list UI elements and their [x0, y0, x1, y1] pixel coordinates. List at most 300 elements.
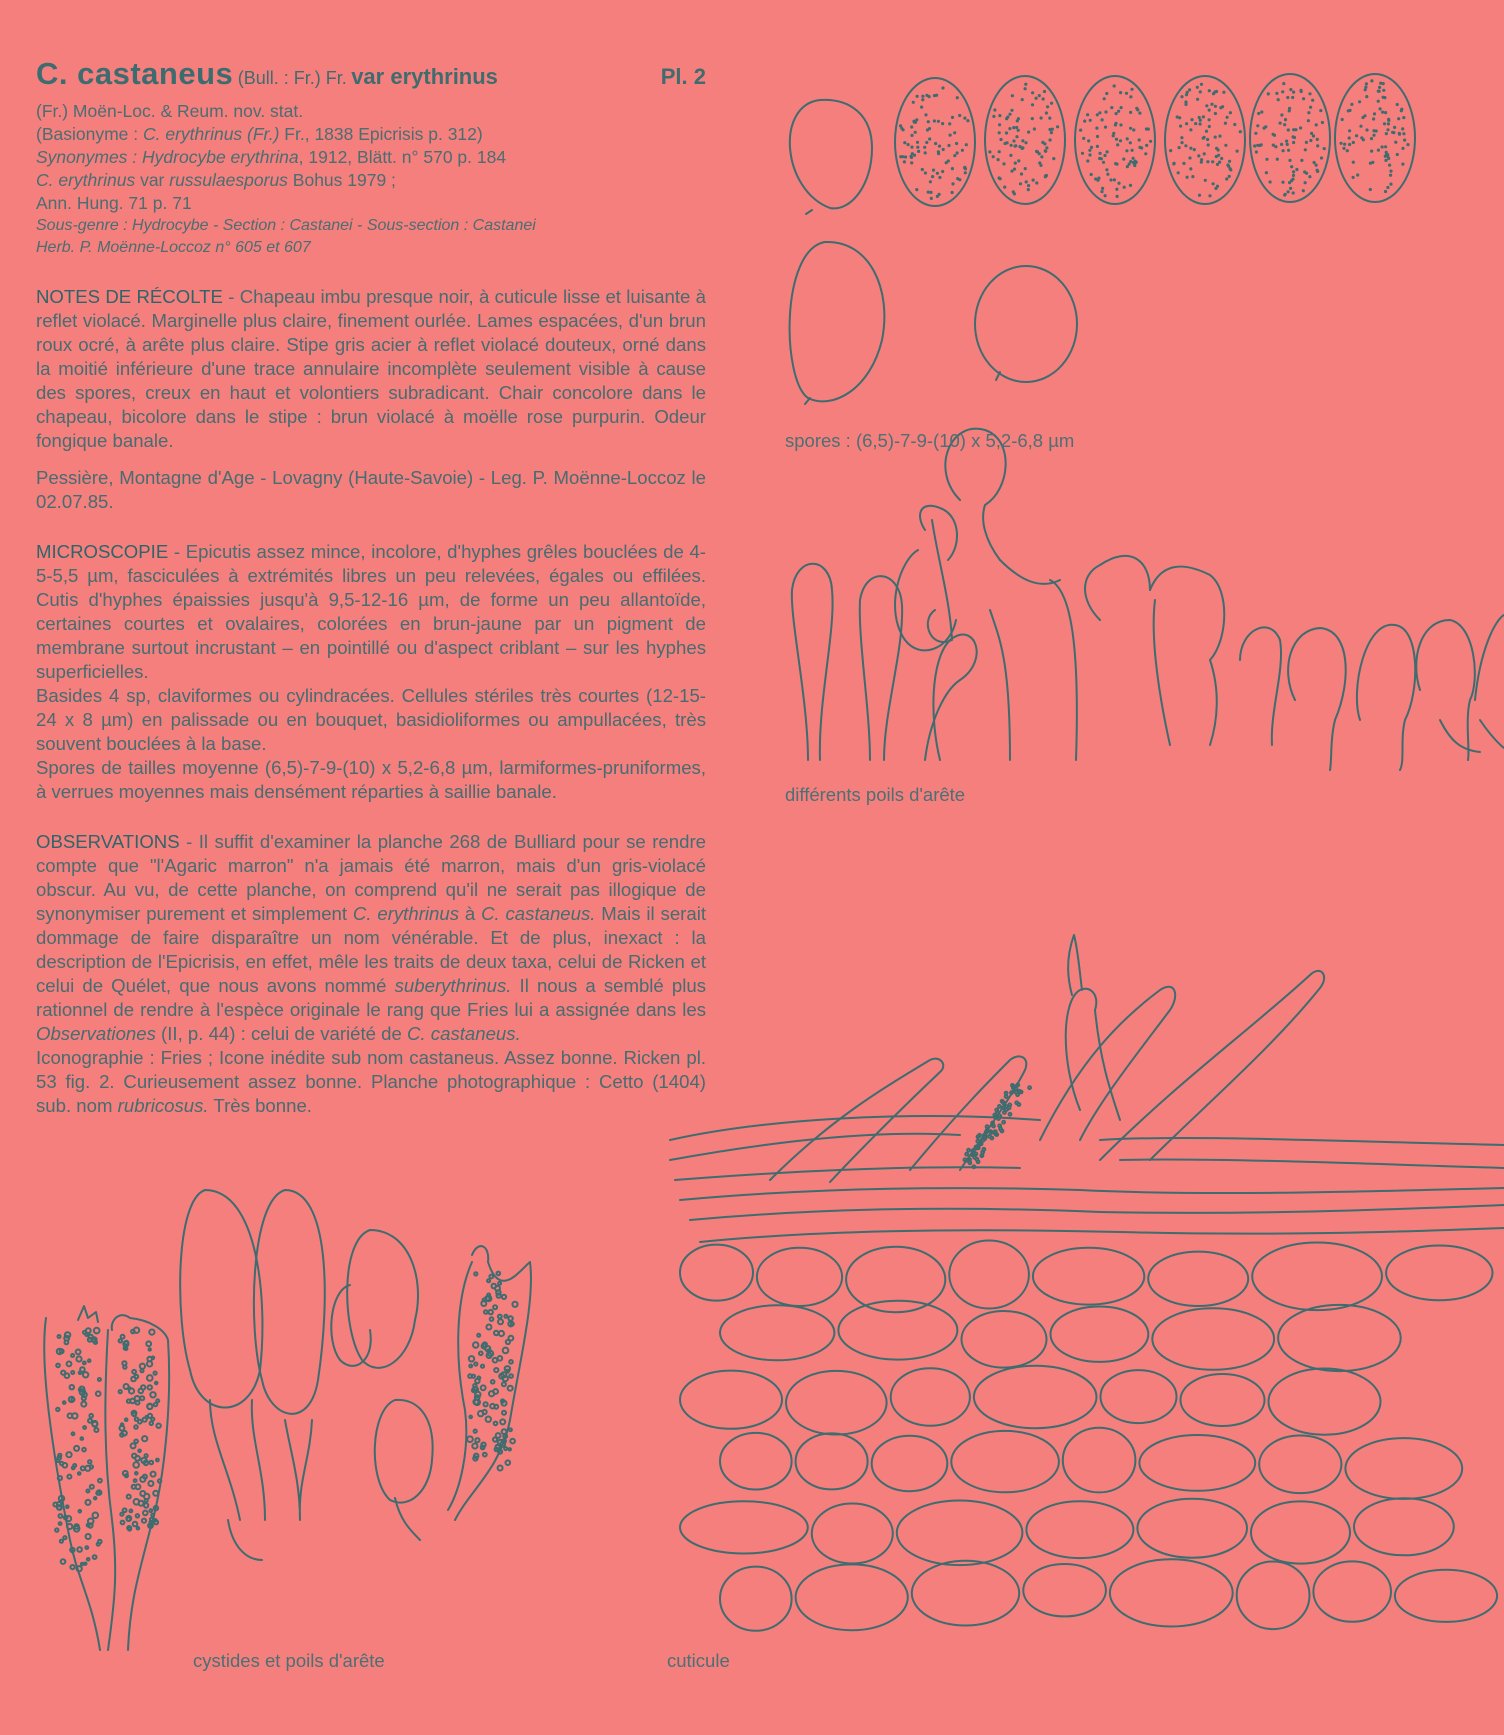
spore-wart — [915, 188, 918, 191]
spore-wart — [1199, 122, 1202, 125]
spore-wart — [1014, 162, 1017, 165]
spore-apiculus — [805, 398, 810, 404]
incrustation-dot — [85, 1546, 88, 1549]
cuticle-cell — [1259, 1436, 1341, 1494]
incrustation-dot — [496, 1290, 501, 1295]
spore-wart — [1145, 144, 1148, 147]
spore-wart — [1343, 143, 1346, 146]
spore-wart — [1114, 122, 1117, 125]
spore-wart — [1198, 194, 1201, 197]
spore-wart — [998, 114, 1001, 117]
spore-wart — [992, 115, 995, 118]
incrustation-dot — [83, 1362, 86, 1365]
cuticle-cell — [1181, 1374, 1265, 1426]
hypha-dot — [1028, 1086, 1031, 1089]
spore-wart — [928, 95, 931, 98]
spore-wart — [1260, 143, 1263, 146]
incrustation-dot — [494, 1368, 498, 1372]
spore-wart — [1225, 177, 1228, 180]
spore-wart — [1275, 92, 1278, 95]
incrustation-dot — [81, 1466, 85, 1470]
incrustation-dot — [498, 1319, 503, 1324]
incrustation-dot — [121, 1335, 125, 1339]
spore-wart — [1377, 90, 1380, 93]
cuticle-cell — [786, 1371, 887, 1435]
spore-wart — [903, 160, 906, 163]
incrustation-dot — [489, 1391, 494, 1396]
spore-wart — [1180, 95, 1183, 98]
spore-wart — [1214, 136, 1217, 139]
spore-wart — [917, 150, 920, 153]
spore-wart — [1372, 117, 1375, 120]
cuticle-cell — [1033, 1248, 1144, 1305]
incrustation-dot — [489, 1310, 493, 1314]
cell — [1475, 615, 1504, 700]
cuticle-cell — [1051, 1307, 1149, 1362]
incrustation-dot — [133, 1462, 139, 1468]
spore-wart — [1286, 96, 1289, 99]
plate-number: Pl. 2 — [660, 64, 706, 89]
spore-wart — [1269, 180, 1272, 183]
spore-wart — [927, 120, 930, 123]
spore-wart — [1024, 87, 1027, 90]
spore-wart — [1292, 170, 1295, 173]
incrustation-dot — [143, 1418, 147, 1422]
incrustation-dot — [123, 1365, 126, 1368]
cystidium-tip — [78, 1306, 98, 1322]
spore-wart — [904, 155, 907, 158]
spore-wart — [923, 146, 926, 149]
spore-wart — [1172, 162, 1175, 165]
spore-wart — [910, 161, 913, 164]
spore-wart — [1100, 157, 1103, 160]
spore-wart — [1116, 143, 1119, 146]
incrustation-dot — [77, 1566, 82, 1571]
spore-wart — [1024, 167, 1027, 170]
hypha-dot — [999, 1128, 1002, 1131]
spore-wart — [1191, 175, 1194, 178]
spore-wart — [930, 197, 933, 200]
spore-wart — [1184, 100, 1187, 103]
incrustation-dot — [96, 1391, 101, 1396]
incrustation-dot — [508, 1386, 513, 1391]
spore-wart — [1017, 159, 1020, 162]
hypha-dot — [996, 1112, 999, 1115]
warty-spore — [1335, 74, 1415, 202]
spore-wart — [1282, 149, 1285, 152]
cuticle-cell — [757, 1248, 842, 1306]
hypha-dot — [965, 1153, 968, 1156]
spore-wart — [1218, 135, 1221, 138]
cuticule-drawing — [670, 935, 1504, 1631]
spore-wart — [1046, 105, 1049, 108]
incrustation-dot — [83, 1372, 88, 1377]
incrustation-dot — [500, 1419, 505, 1424]
spore-wart — [1284, 118, 1287, 121]
obs-text-a2: à — [459, 903, 482, 924]
spore-wart — [1402, 132, 1405, 135]
spore-wart — [1384, 190, 1387, 193]
spore-wart — [1321, 121, 1324, 124]
incrustation-dot — [467, 1436, 473, 1442]
spore-wart — [1400, 109, 1403, 112]
hypha-dot — [998, 1105, 1001, 1108]
spore-wart — [999, 177, 1002, 180]
incrustation-dot — [98, 1479, 102, 1483]
spore-wart — [1086, 113, 1089, 116]
spore-wart — [1253, 144, 1256, 147]
spore-wart — [938, 145, 941, 148]
hypha-dot — [1005, 1092, 1008, 1095]
spore-wart — [1115, 138, 1118, 141]
spore-wart — [1396, 153, 1399, 156]
hypha-dot — [981, 1154, 984, 1157]
incrustation-dot — [93, 1513, 99, 1519]
spore-wart — [958, 178, 961, 181]
cell — [1357, 625, 1415, 770]
spore-wart — [1347, 109, 1350, 112]
spore-wart — [1365, 128, 1368, 131]
incrustation-dot — [83, 1426, 86, 1429]
incrustation-dot — [67, 1524, 72, 1529]
spore-wart — [1277, 98, 1280, 101]
spore-wart — [1372, 129, 1375, 132]
spore-wart — [1224, 122, 1227, 125]
cell — [1154, 600, 1170, 745]
spore-wart — [1292, 191, 1295, 194]
microscopie-heading: MICROSCOPIE — [36, 541, 169, 562]
spore-wart — [1214, 112, 1217, 115]
incrustation-dot — [63, 1536, 66, 1539]
incrustation-dot — [130, 1510, 133, 1513]
spore-wart — [1208, 89, 1211, 92]
spore-wart — [1189, 147, 1192, 150]
incrustation-dot — [150, 1461, 154, 1465]
incrustation-dot — [151, 1472, 156, 1477]
hypha-dot — [986, 1125, 989, 1128]
spore-wart — [1144, 152, 1147, 155]
cuticle-cell — [1278, 1305, 1401, 1371]
incrustation-dot — [490, 1404, 495, 1409]
spore-wart — [1305, 141, 1308, 144]
incrustation-dot — [142, 1519, 146, 1523]
incrustation-dot — [132, 1454, 136, 1458]
incrustation-dot — [487, 1279, 490, 1282]
spore-wart — [1003, 186, 1006, 189]
spore-wart — [1280, 113, 1283, 116]
cell — [990, 610, 1010, 760]
incrustation-dot — [134, 1479, 137, 1482]
spore-wart — [1048, 117, 1051, 120]
spore-wart — [1292, 91, 1295, 94]
spore-wart — [1129, 95, 1132, 98]
cuticle-cell — [1137, 1499, 1247, 1558]
spore-wart — [926, 128, 929, 131]
cuticle-cell — [1386, 1246, 1492, 1301]
incrustation-dot — [473, 1342, 478, 1347]
spore-wart — [1125, 92, 1128, 95]
locality-paragraph: Pessière, Montagne d'Age - Lovagny (Haute-Savoie) - Leg. P. Moënne-Loccoz le 02.07.85. — [36, 467, 706, 512]
spore-wart — [988, 150, 991, 153]
stalk — [228, 1520, 262, 1560]
spore-wart — [1370, 79, 1373, 82]
basidiole — [180, 1190, 262, 1408]
spore-wart — [951, 182, 954, 185]
spore-wart — [1132, 128, 1135, 131]
spore-wart — [1017, 129, 1020, 132]
spore-wart — [913, 154, 916, 157]
spore-wart — [1021, 139, 1024, 142]
incrustation-dot — [494, 1331, 498, 1335]
cell — [925, 635, 977, 760]
spore-wart — [1386, 128, 1389, 131]
spore-wart — [951, 167, 954, 170]
incrustation-dot — [490, 1317, 494, 1321]
cell — [1150, 567, 1224, 660]
spore-wart — [1222, 91, 1225, 94]
spore-wart — [1265, 171, 1268, 174]
incrustation-dot — [81, 1402, 86, 1407]
spore-wart — [961, 149, 964, 152]
spore-wart — [1027, 188, 1030, 191]
incrustation-dot — [88, 1359, 91, 1362]
spore-wart — [1205, 104, 1208, 107]
spore-wart — [1381, 111, 1384, 114]
hypha-dot — [1008, 1104, 1011, 1107]
species-authority: (Bull. : Fr.) Fr. — [237, 68, 347, 88]
cell — [1440, 720, 1480, 752]
spore-wart — [1352, 161, 1355, 164]
incrustation-dot — [88, 1519, 94, 1525]
basides-paragraph: Basides 4 sp, claviformes ou cylindracées. Cellules stériles très courtes (12-15-24 x 8 µm) en palissade ou en bouquet, basidioliformes ou ampullacées, très souvent bouclées à la base. — [36, 685, 706, 754]
spore-wart — [1088, 149, 1091, 152]
incrustation-dot — [66, 1452, 71, 1457]
incrustation-dot — [510, 1439, 515, 1444]
incrustation-dot — [72, 1467, 75, 1470]
spore-wart — [1214, 105, 1217, 108]
spore-wart — [1289, 187, 1292, 190]
spore-wart — [1180, 141, 1183, 144]
spore-wart — [1377, 149, 1380, 152]
spore-wart — [1035, 97, 1038, 100]
spore-wart — [1302, 189, 1305, 192]
spore-wart — [1114, 162, 1117, 165]
spore-wart — [1379, 107, 1382, 110]
spore-wart — [1309, 139, 1312, 142]
cheilocystidia-drawings — [792, 429, 1504, 770]
spore-wart — [915, 118, 918, 121]
spore-wart — [1208, 125, 1211, 128]
hypha-dot — [967, 1149, 970, 1152]
spore-wart — [1208, 118, 1211, 121]
spore-wart — [910, 134, 913, 137]
incrustation-dot — [509, 1374, 513, 1378]
incrustation-dot — [135, 1418, 138, 1421]
spore-wart — [1236, 150, 1239, 153]
spore-wart — [1288, 181, 1291, 184]
spore-wart — [1292, 174, 1295, 177]
spore-wart — [1012, 139, 1015, 142]
incrustation-dot — [119, 1339, 122, 1342]
spore-wart — [1316, 144, 1319, 147]
incrustation-dot — [81, 1563, 84, 1566]
incrustation-dot — [479, 1352, 483, 1356]
basionym-ref: Fr., 1838 Epicrisis p. 312) — [279, 124, 483, 144]
spore-wart — [1316, 170, 1319, 173]
incrustation-dot — [469, 1356, 474, 1361]
incrustation-dot — [120, 1513, 123, 1516]
spore-wart — [1101, 187, 1104, 190]
spore-wart — [956, 151, 959, 154]
spore-wart — [1352, 141, 1355, 144]
incrustation-dot — [65, 1332, 70, 1337]
spore-wart — [1089, 119, 1092, 122]
spore-wart — [1389, 183, 1392, 186]
incrustation-dot — [502, 1429, 507, 1434]
spore-wart — [1207, 143, 1210, 146]
spore-wart — [1109, 178, 1112, 181]
hypha-dot — [977, 1160, 980, 1163]
spore-wart — [1038, 94, 1041, 97]
spore-drawings-row1 — [790, 74, 1415, 214]
spore-wart — [1006, 116, 1009, 119]
spore-wart — [1130, 88, 1133, 91]
spore-wart — [1021, 98, 1024, 101]
incrustation-dot — [86, 1500, 91, 1505]
spore-wart — [1319, 109, 1322, 112]
incrustation-dot — [132, 1370, 136, 1374]
spore-wart — [1103, 97, 1106, 100]
incrustation-dot — [94, 1497, 96, 1499]
spore-wart — [1104, 110, 1107, 113]
spore-wart — [1014, 145, 1017, 148]
spore-wart — [1371, 161, 1374, 164]
spore-wart — [1359, 125, 1362, 128]
incrustation-dot — [67, 1475, 71, 1479]
cell — [1085, 556, 1150, 620]
spore-wart — [1342, 147, 1345, 150]
cuticle-cell — [1139, 1435, 1255, 1491]
spore-wart — [916, 146, 919, 149]
spore-wart — [1350, 103, 1353, 106]
cuticle-cell — [1101, 1370, 1177, 1423]
spore-wart — [1311, 99, 1314, 102]
synonyms-prefix: Synonymes : — [36, 147, 143, 167]
spore-wart — [1049, 138, 1052, 141]
spore-wart — [1096, 145, 1099, 148]
cuticle-cell — [1345, 1438, 1462, 1499]
spore-wart — [1096, 113, 1099, 116]
spore-wart — [1008, 113, 1011, 116]
incrustation-dot — [132, 1485, 136, 1489]
spore-wart — [1020, 172, 1023, 175]
spore-wart — [1370, 150, 1373, 153]
incrustation-dot — [499, 1331, 504, 1336]
spore-drawings-row2 — [790, 242, 1077, 404]
incrustation-dot — [492, 1284, 497, 1289]
incrustation-dot — [481, 1365, 484, 1368]
spore-wart — [964, 171, 967, 174]
incrustation-dot — [144, 1503, 148, 1507]
incrustation-dot — [135, 1472, 138, 1475]
spore-wart — [932, 169, 935, 172]
cystidium-incrusted — [448, 1262, 472, 1510]
incrustation-dot — [472, 1443, 477, 1448]
synonym2-ref: Bohus 1979 ; — [287, 170, 396, 190]
spore-wart — [912, 101, 915, 104]
spore-wart — [1378, 86, 1381, 89]
spore-wart — [1280, 143, 1283, 146]
spore-wart — [1185, 93, 1188, 96]
spore-wart — [1193, 148, 1196, 151]
spore-wart — [1215, 155, 1218, 158]
incrustation-dot — [504, 1447, 507, 1450]
incrustation-dot — [57, 1459, 60, 1462]
spore-wart — [1315, 164, 1318, 167]
incrustation-dot — [498, 1356, 503, 1361]
incrustation-dot — [493, 1305, 497, 1309]
spore-wart — [1129, 111, 1132, 114]
annales-line: Ann. Hung. 71 p. 71 — [36, 193, 192, 213]
synonym-ref: , 1912, Blätt. n° 570 p. 184 — [298, 147, 507, 167]
spore-wart — [925, 141, 928, 144]
incrustation-dot — [477, 1334, 480, 1337]
spore-wart — [1025, 180, 1028, 183]
spore-wart — [1286, 143, 1289, 146]
incrustation-dot — [55, 1528, 58, 1531]
spore-wart — [1224, 144, 1227, 147]
incrustation-dot — [98, 1378, 101, 1381]
spore-wart — [1215, 147, 1218, 150]
incrustation-dot — [63, 1463, 68, 1468]
hypha-free-end — [770, 1059, 943, 1182]
spore-wart — [1123, 186, 1126, 189]
spore-wart — [1202, 115, 1205, 118]
incrustation-dot — [119, 1390, 122, 1393]
spore-wart — [1387, 157, 1390, 160]
incrustation-dot — [76, 1350, 81, 1355]
spore-wart — [924, 171, 927, 174]
spore-wart — [1180, 136, 1183, 139]
spore-wart — [1211, 160, 1214, 163]
spore-wart — [1135, 107, 1138, 110]
spore-wart — [1279, 122, 1282, 125]
spore-wart — [1116, 195, 1119, 198]
spore-wart — [1291, 96, 1294, 99]
microscopie-text: - Epicutis assez mince, incolore, d'hyphes grêles bouclées de 4-5-5,5 µm, fasciculées à extrémités libres un peu relevées, égales ou effilées. Cutis d'hyphes épaissies jusqu'à 9,5-12-16 µm, de forme un peu allantoïde, certaines courtes et ovalaires, colorées en brun-jaune par un pigment de membrane surtout incrustant – en pointillé ou d'aspect criblant – sur les hyphes superficielles. — [36, 541, 706, 682]
spore-wart — [1406, 143, 1409, 146]
spore-wart — [1189, 128, 1192, 131]
spore-wart — [1364, 88, 1367, 91]
spore-wart — [1389, 170, 1392, 173]
incrustation-dot — [59, 1522, 62, 1525]
spore-wart — [1008, 127, 1011, 130]
cuticle-cell — [812, 1504, 893, 1564]
incrustation-dot — [56, 1408, 59, 1411]
hypha-dot — [1015, 1091, 1018, 1094]
hypha — [1120, 1159, 1504, 1168]
cuticle-cell — [1152, 1308, 1274, 1370]
spore-wart — [1018, 145, 1021, 148]
cuticle-cell — [1148, 1252, 1248, 1306]
obs-text-a: - Il suffit d'examiner la planche 268 de Bulliard pour se rendre compte que "l'Agaric marron" n'a jamais été marron, mais d'un gris-violacé obscur. Au vu, de cette planche, on comprend qu'il ne serait pas illogique de synonymiser purement et simplement — [36, 831, 706, 924]
spore-wart — [966, 119, 969, 122]
spore-wart — [1363, 114, 1366, 117]
incrustation-dot — [138, 1450, 141, 1453]
incrustation-dot — [87, 1558, 90, 1561]
cuticle-cell — [1237, 1562, 1310, 1630]
spore-wart — [1356, 173, 1359, 176]
